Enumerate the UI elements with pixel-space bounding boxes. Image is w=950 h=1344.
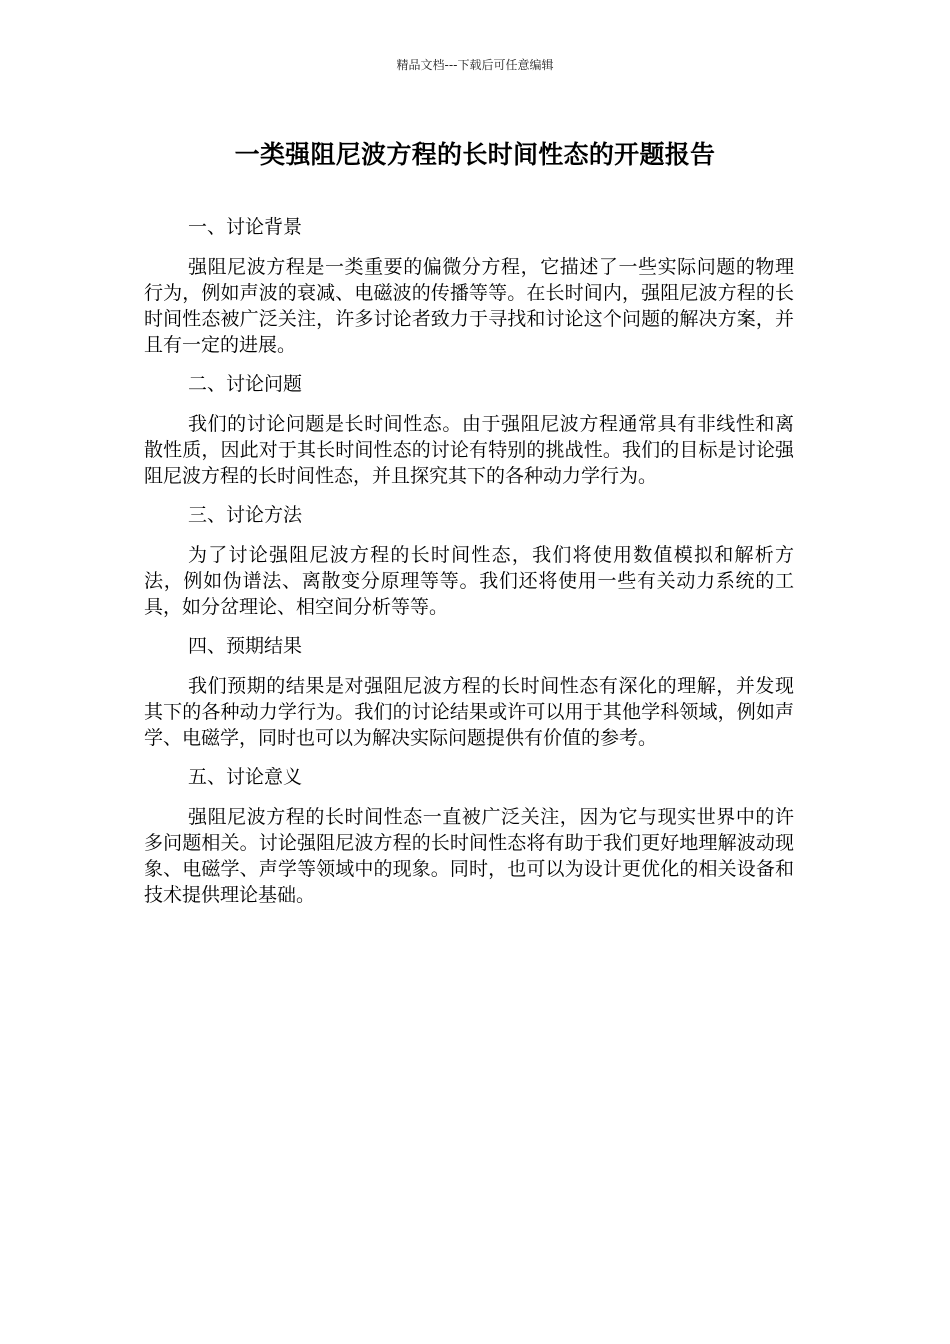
section-significance bbox=[144, 763, 794, 908]
section-background bbox=[144, 213, 794, 358]
section-expected-results bbox=[144, 632, 794, 751]
section-heading: 四、预期结果 bbox=[188, 635, 303, 657]
section-paragraph: 我们的讨论问题是长时间性态。由于强阻尼波方程通常具有非线性和离散性质，因此对于其长时间性态的讨论有特别的挑战性。我们的目标是讨论强阻尼波方程的长时间性态，并且探究其下的各种动力学行为。 bbox=[144, 413, 794, 487]
section-paragraph: 为了讨论强阻尼波方程的长时间性态，我们将使用数值模拟和解析方法，例如伪谱法、离散变分原理等等。我们还将使用一些有关动力系统的工具，如分岔理论、相空间分析等等。 bbox=[144, 544, 794, 618]
section-problem bbox=[144, 370, 794, 489]
section-method bbox=[144, 501, 794, 620]
section-heading: 一、讨论背景 bbox=[188, 216, 303, 238]
section-heading: 三、讨论方法 bbox=[188, 504, 303, 526]
section-paragraph: 强阻尼波方程是一类重要的偏微分方程，它描述了一些实际问题的物理行为，例如声波的衰减、电磁波的传播等等。在长时间内，强阻尼波方程的长时间性态被广泛关注，许多讨论者致力于寻找和讨论这个问题的解决方案，并且有一定的进展。 bbox=[144, 256, 794, 356]
document-body bbox=[144, 213, 794, 920]
page-header-note: 精品文档---下载后可任意编辑 bbox=[396, 58, 554, 72]
document-title: 一类强阻尼波方程的长时间性态的开题报告 bbox=[234, 140, 716, 169]
section-heading: 二、讨论问题 bbox=[188, 373, 303, 395]
section-heading: 五、讨论意义 bbox=[188, 766, 303, 788]
section-paragraph: 强阻尼波方程的长时间性态一直被广泛关注，因为它与现实世界中的许多问题相关。讨论强阻尼波方程的长时间性态将有助于我们更好地理解波动现象、电磁学、声学等领域中的现象。同时，也可以为设计更优化的相关设备和技术提供理论基础。 bbox=[144, 806, 794, 906]
section-paragraph: 我们预期的结果是对强阻尼波方程的长时间性态有深化的理解，并发现其下的各种动力学行为。我们的讨论结果或许可以用于其他学科领域，例如声学、电磁学，同时也可以为解决实际问题提供有价值的参考。 bbox=[144, 675, 794, 749]
